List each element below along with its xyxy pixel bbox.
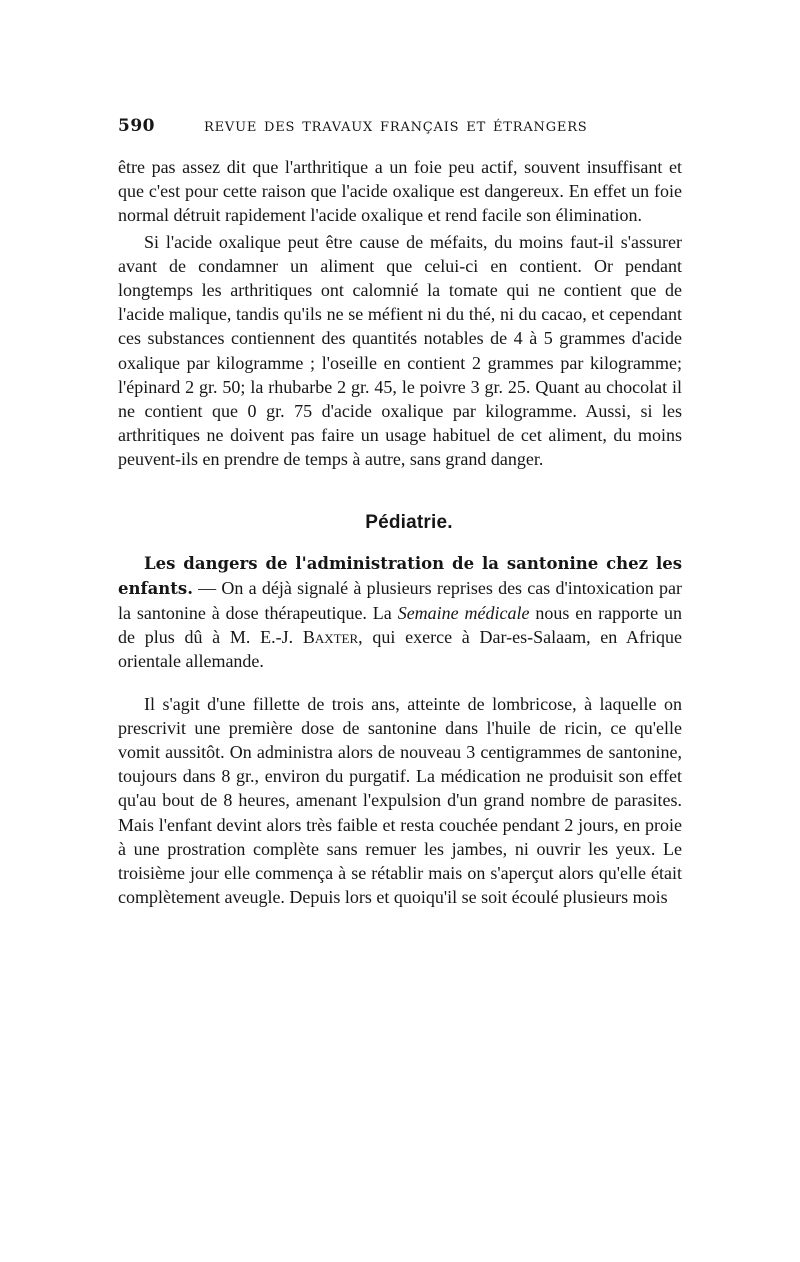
article-intro-text-3: , qui exerce à Dar-es-Salaam, en Afrique orientale allemande. (118, 627, 683, 672)
paragraph-continuation: être pas assez dit que l'arthritique a un foie peu actif, souvent insuffisant et que c'est pour cette raison que l'acide oxalique est dangereux. En effet un foie normal détruit rapidement l'acide oxalique et rend facile son élimination. (118, 157, 682, 226)
paragraph-oxalic-acid: Si l'acide oxalique peut être cause de méfaits, du moins faut-il s'assurer avant de condamner un aliment que celui-ci en contient. Or pendant longtemps les arthritiques ont calomnié la tomate qui ne contient que de l'acide malique, tandis qu'ils ne se méfient ni du thé, ni du cacao, et cependant ces substances contiennent des quantités notables de 4 à 5 grammes d'acide oxalique par kilogramme ; l'oseille en contient 2 grammes par kilogramme; l'épinard 2 gr. 50; la rhubarbe 2 gr. 45, le poivre 3 gr. 25. Quant au chocolat il ne contient que 0 gr. 75 d'acide oxalique par kilogramme. Aussi, si les arthritiques ne doivent pas faire un usage habituel de cet aliment, du moins peuvent-ils en prendre de temps à autre, sans grand danger. (118, 231, 682, 470)
article-heading: Les dangers de l'administration de la santonine chez les enfants. (118, 553, 682, 598)
page-number: 590 (118, 116, 155, 136)
author-name: Baxter (302, 627, 359, 648)
source-journal-name: Semaine médicale (397, 603, 530, 624)
journal-title: REVUE DES TRAVAUX FRANÇAIS ET ÉTRANGERS (204, 120, 588, 135)
section-title: Pédiatrie. (365, 511, 453, 533)
article-intro-paragraph (118, 551, 682, 674)
running-header (118, 112, 682, 136)
book-page (118, 112, 682, 909)
article-intro-text-2: nous en rapporte un de plus dû à M. E.-J. (118, 603, 682, 648)
article-intro-text: — On a déjà signalé à plusieurs reprises des cas d'intoxication par la santonine à dose thérapeutique. La (118, 577, 682, 624)
paragraph-case-report: Il s'agit d'une fillette de trois ans, atteinte de lombricose, à laquelle on prescrivit une première dose de santonine dans l'huile de ricin, ce qu'elle vomit aussitôt. On administra alors de nouveau 3 centigrammes de santonine, toujours dans 8 gr., environ du purgatif. La médication ne produisit son effet qu'au bout de 8 heures, amenant l'expulsion d'un grand nombre de parasites. Mais l'enfant devint alors très faible et resta couchée pendant 2 jours, en proie à une prostration complète sans remuer les jambes, ni ouvrir les yeux. Le troisième jour elle commença à se rétablir mais on s'aperçut alors qu'elle était complètement aveugle. Depuis lors et quoiqu'il se soit écoulé plusieurs mois (118, 693, 682, 908)
